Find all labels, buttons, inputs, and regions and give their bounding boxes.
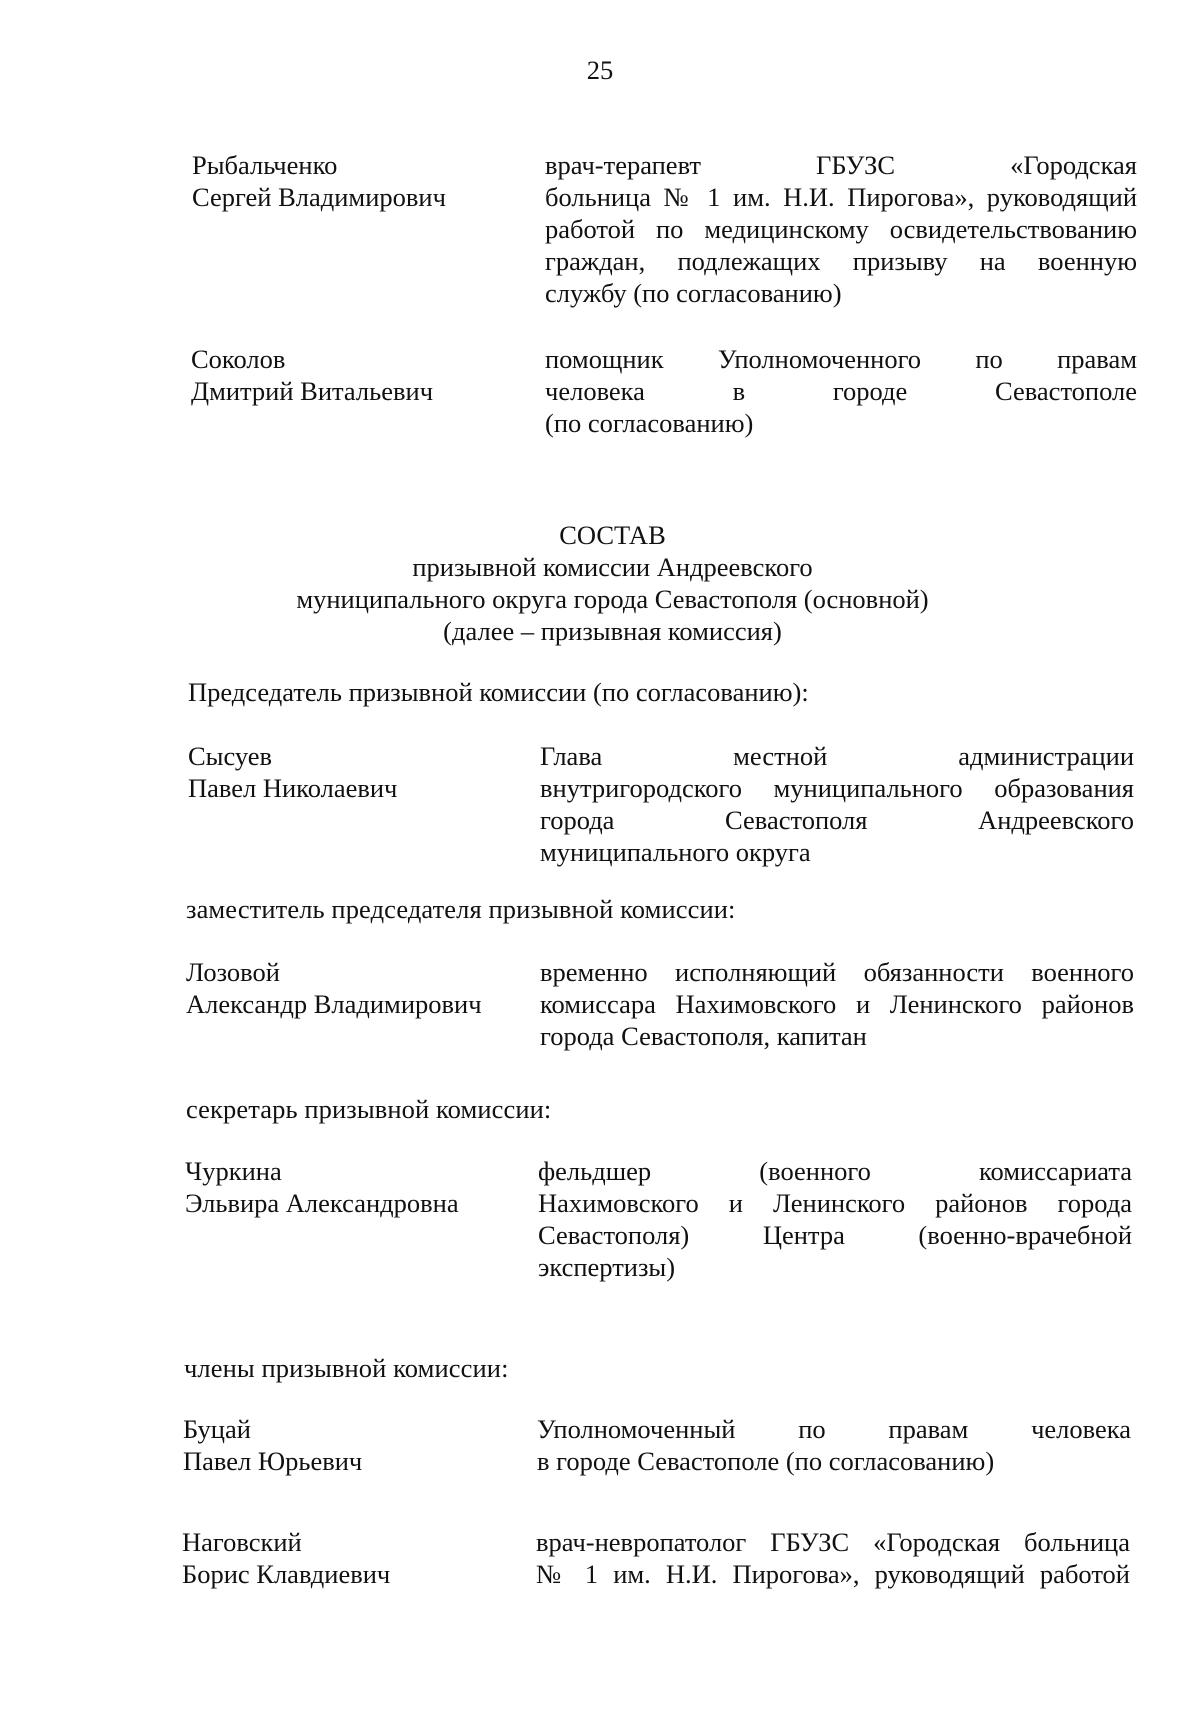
surname: Чуркина bbox=[185, 1156, 282, 1186]
position-line: работой по медицинскому освидетельствованию bbox=[545, 214, 1137, 244]
given-names: Борис Клавдиевич bbox=[182, 1559, 391, 1589]
person-name bbox=[192, 149, 512, 213]
position-line: экспертизы) bbox=[538, 1252, 676, 1282]
position-line: помощник Уполномоченного по правам bbox=[545, 344, 1137, 374]
position-line: Нахимовского и Ленинского районов города bbox=[538, 1188, 1132, 1218]
person-name bbox=[185, 1155, 525, 1219]
surname: Соколов bbox=[191, 344, 286, 374]
role-heading-deputy: заместитель председателя призывной комиссии: bbox=[186, 894, 736, 924]
position-line: (по согласованию) bbox=[545, 408, 754, 438]
position-line: муниципального округа bbox=[540, 837, 811, 867]
position-line: Севастополя) Центра (военно-врачебной bbox=[538, 1220, 1132, 1250]
position-line: Уполномоченный по правам человека bbox=[537, 1414, 1131, 1444]
position-line: комиссара Нахимовского и Ленинского районов bbox=[540, 989, 1134, 1019]
person-name bbox=[188, 740, 508, 804]
role-heading-secretary: секретарь призывной комиссии: bbox=[186, 1094, 552, 1124]
role-heading-chairman: Председатель призывной комиссии (по согласованию): bbox=[188, 677, 809, 707]
surname: Лозовой bbox=[186, 957, 280, 987]
person-position bbox=[538, 1155, 1132, 1283]
surname: Рыбальченко bbox=[192, 150, 338, 180]
heading-line: призывной комиссии Андреевского bbox=[412, 552, 813, 582]
given-names: Павел Юрьевич bbox=[183, 1446, 363, 1476]
position-line: врач-терапевт ГБУЗС «Городская bbox=[545, 150, 1137, 180]
position-line: города Севастополя Андреевского bbox=[540, 805, 1134, 835]
person-name bbox=[191, 343, 511, 407]
position-line: в городе Севастополе (по согласованию) bbox=[537, 1446, 995, 1476]
position-line: № 1 им. Н.И. Пирогова», руководящий работой bbox=[536, 1559, 1130, 1589]
position-line: Глава местной администрации bbox=[540, 741, 1134, 771]
position-line: фельдшер (военного комиссариата bbox=[538, 1156, 1132, 1186]
person-position bbox=[545, 149, 1137, 309]
given-names: Эльвира Александровна bbox=[185, 1188, 459, 1218]
surname: Буцай bbox=[183, 1414, 251, 1444]
section-heading bbox=[0, 519, 1200, 647]
person-name bbox=[186, 956, 526, 1020]
position-line: граждан, подлежащих призыву на военную bbox=[545, 246, 1137, 276]
position-line: службу (по согласованию) bbox=[545, 278, 842, 308]
surname: Наговский bbox=[182, 1527, 302, 1557]
position-line: временно исполняющий обязанности военного bbox=[540, 957, 1134, 987]
person-name bbox=[183, 1413, 503, 1477]
person-position bbox=[536, 1526, 1130, 1590]
given-names: Александр Владимирович bbox=[186, 989, 482, 1019]
heading-title: СОСТАВ bbox=[559, 520, 666, 550]
position-line: внутригородского муниципального образования bbox=[540, 773, 1134, 803]
position-line: человека в городе Севастополе bbox=[545, 376, 1137, 406]
given-names: Дмитрий Витальевич bbox=[191, 376, 434, 406]
person-position bbox=[540, 956, 1134, 1052]
person-position bbox=[540, 740, 1134, 868]
given-names: Сергей Владимирович bbox=[192, 182, 446, 212]
position-line: врач-невропатолог ГБУЗС «Городская больница bbox=[536, 1527, 1130, 1557]
person-position bbox=[545, 343, 1137, 439]
page-number: 25 bbox=[586, 55, 614, 85]
position-line: больница № 1 им. Н.И. Пирогова», руководящий bbox=[545, 182, 1137, 212]
heading-line: (далее – призывная комиссия) bbox=[443, 616, 782, 646]
heading-line: муниципального округа города Севастополя (основной) bbox=[296, 584, 929, 614]
given-names: Павел Николаевич bbox=[188, 773, 398, 803]
person-position bbox=[537, 1413, 1131, 1477]
person-name bbox=[182, 1526, 502, 1590]
position-line: города Севастополя, капитан bbox=[540, 1021, 867, 1051]
role-heading-members: члены призывной комиссии: bbox=[184, 1353, 509, 1383]
surname: Сысуев bbox=[188, 741, 273, 771]
